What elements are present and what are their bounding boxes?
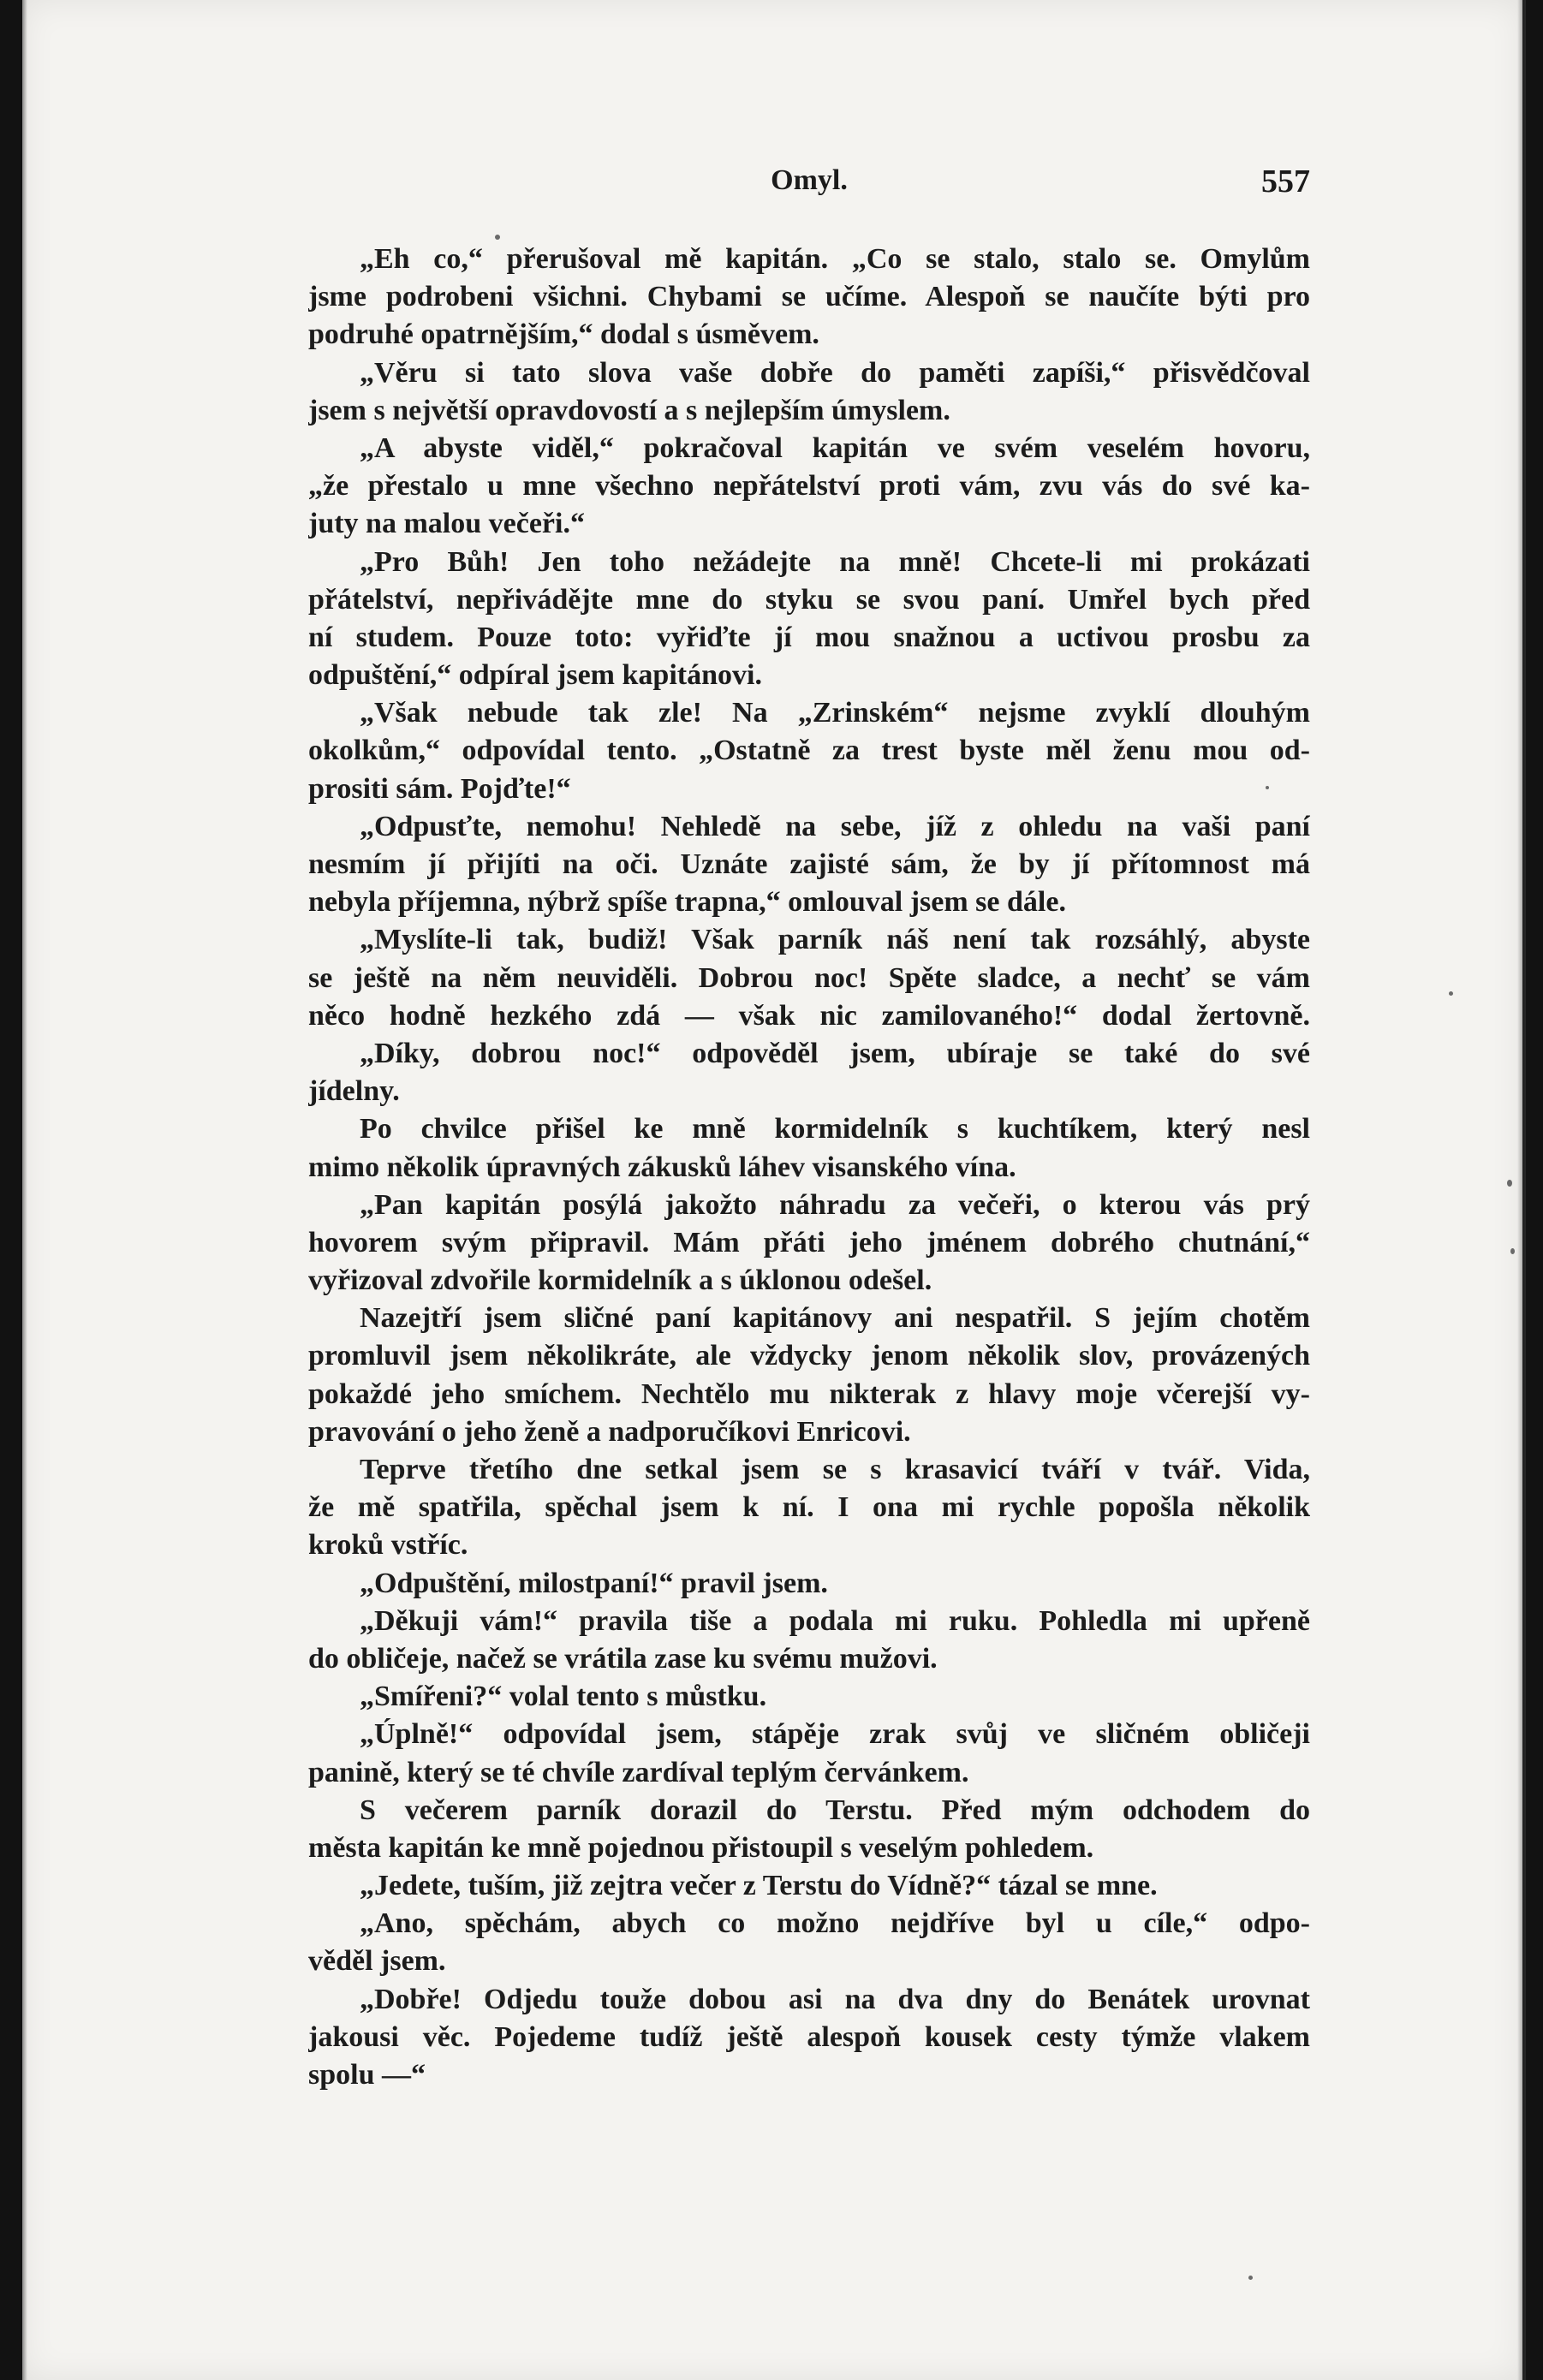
- text-line: „že přestalo u mne všechno nepřátelství proti vám, zvu vás do své ka-: [308, 470, 1310, 503]
- text-line: Teprve třetího dne setkal jsem se s krasavicí tváří v tvář. Vida,: [360, 1454, 1310, 1485]
- text-line: „Odpuštění, milostpaní!“ pravil jsem.: [360, 1567, 828, 1599]
- text-line: mimo několik úpravných zákusků láhev visanského vína.: [308, 1151, 1016, 1183]
- page-header: [308, 159, 1310, 211]
- text-line: prositi sám. Pojďte!“: [308, 772, 571, 805]
- text-line: juty na malou večeři.“: [308, 508, 585, 540]
- running-title: Omyl.: [771, 164, 848, 196]
- text-line: do obličeje, načež se vrátila zase ku svému mužovi.: [308, 1642, 938, 1675]
- text-line: že mě spatřila, spěchal jsem k ní. I ona mi rychle popošla několik: [308, 1491, 1310, 1524]
- text-line: Nazejtří jsem sličné paní kapitánovy ani nespatřil. S jejím chotěm: [360, 1302, 1310, 1335]
- text-line: pokaždé jeho smíchem. Nechtělo mu nikterak z hlavy moje včerejší vy-: [308, 1377, 1310, 1410]
- text-line: se ještě na něm neuviděli. Dobrou noc! Spěte sladce, a nechť se vám: [308, 961, 1310, 994]
- text-line: kroků vstříc.: [308, 1529, 468, 1562]
- page-number: 557: [1261, 164, 1310, 199]
- text-line: jídelny.: [308, 1075, 400, 1108]
- dust-speck: [1248, 2276, 1253, 2280]
- text-line: „Pro Bůh! Jen toho nežádejte na mně! Chcete-li mi prokázati: [360, 545, 1310, 578]
- text-line: panině, který se té chvíle zardíval teplým červánkem.: [308, 1756, 969, 1788]
- text-line: podruhé opatrnějším,“ dodal s úsměvem.: [308, 318, 819, 351]
- text-line: „Věru si tato slova vaše dobře do paměti zapíši,“ přisvědčoval: [360, 356, 1310, 389]
- text-line: „Děkuji vám!“ pravila tiše a podala mi ruku. Pohledla mi upřeně: [360, 1604, 1310, 1637]
- text-line: S večerem parník dorazil do Terstu. Před mým odchodem do: [360, 1794, 1310, 1826]
- text-line: vyřizoval zdvořile kormidelník a s úklonou odešel.: [308, 1264, 932, 1297]
- text-line: „A abyste viděl,“ pokračoval kapitán ve svém veselém hovoru,: [360, 431, 1310, 464]
- dust-speck: [1266, 786, 1269, 789]
- page-left-edge-shadow: [22, 0, 27, 2380]
- body-text: [308, 243, 1310, 2097]
- dust-speck: [1507, 1180, 1512, 1187]
- text-line: „Však nebude tak zle! Na „Zrinském“ nejsme zvyklí dlouhým: [360, 697, 1310, 729]
- text-line: jakousi věc. Pojedeme tudíž ještě alespoň kousek cesty týmže vlakem: [308, 2020, 1310, 2053]
- text-line: přátelství, nepřivádějte mne do styku se svou paní. Umřel bych před: [308, 583, 1310, 616]
- text-line: „Úplně!“ odpovídal jsem, stápěje zrak svůj ve sličném obličeji: [360, 1718, 1310, 1751]
- text-line: jsme podrobeni všichni. Chybami se učíme. Alespoň se naučíte býti pro: [308, 281, 1310, 313]
- text-line: „Pan kapitán posýlá jakožto náhradu za večeři, o kterou vás prý: [360, 1188, 1310, 1221]
- dust-speck: [1449, 991, 1453, 996]
- text-line: věděl jsem.: [308, 1945, 446, 1978]
- text-line: ní studem. Pouze toto: vyřiďte jí mou snažnou a uctivou prosbu za: [308, 621, 1310, 653]
- text-line: jsem s největší opravdovostí a s nejlepším úmyslem.: [308, 394, 950, 426]
- text-line: „Dobře! Odjedu touže dobou asi na dva dny do Benátek urovnat: [360, 1983, 1310, 2015]
- text-line: „Myslíte-li tak, budiž! Však parník náš není tak rozsáhlý, abyste: [360, 924, 1310, 956]
- text-line: spolu —“: [308, 2059, 426, 2091]
- dust-speck: [1510, 1248, 1515, 1254]
- text-line: nesmím jí přijíti na oči. Uznáte zajisté sám, že by jí přítomnost má: [308, 848, 1310, 880]
- text-line: „Díky, dobrou noc!“ odpověděl jsem, ubíraje se také do své: [360, 1037, 1310, 1069]
- text-line: promluvil jsem několikráte, ale vždycky jenom několik slov, provázených: [308, 1340, 1310, 1372]
- text-line: okolkům,“ odpovídal tento. „Ostatně za trest byste měl ženu mou od-: [308, 735, 1310, 767]
- text-line: nebyla příjemna, nýbrž spíše trapna,“ omlouval jsem se dále.: [308, 886, 1066, 919]
- text-line: Po chvilce přišel ke mně kormidelník s kuchtíkem, který nesl: [360, 1113, 1310, 1145]
- text-line: „Smířeni?“ volal tento s můstku.: [360, 1681, 767, 1713]
- text-line: něco hodně hezkého zdá — však nic zamilovaného!“ dodal žertovně.: [308, 999, 1310, 1032]
- text-line: odpuštění,“ odpíral jsem kapitánovi.: [308, 659, 762, 692]
- text-line: „Jedete, tuším, již zejtra večer z Terstu do Vídně?“ tázal se mne.: [360, 1870, 1158, 1902]
- text-line: města kapitán ke mně pojednou přistoupil s veselým pohledem.: [308, 1831, 1094, 1864]
- text-line: „Odpusťte, nemohu! Nehledě na sebe, jíž z ohledu na vaši paní: [360, 810, 1310, 842]
- dust-speck: [495, 235, 500, 240]
- page-right-edge-shadow: [1517, 0, 1526, 2380]
- text-line: „Ano, spěchám, abych co možno nejdříve byl u cíle,“ odpo-: [360, 1907, 1310, 1940]
- text-line: hovorem svým připravil. Mám přáti jeho jménem dobrého chutnání,“: [308, 1226, 1310, 1258]
- text-line: „Eh co,“ přerušoval mě kapitán. „Co se stalo, stalo se. Omylům: [360, 243, 1310, 275]
- text-line: pravování o jeho ženě a nadporučíkovi Enricovi.: [308, 1415, 911, 1448]
